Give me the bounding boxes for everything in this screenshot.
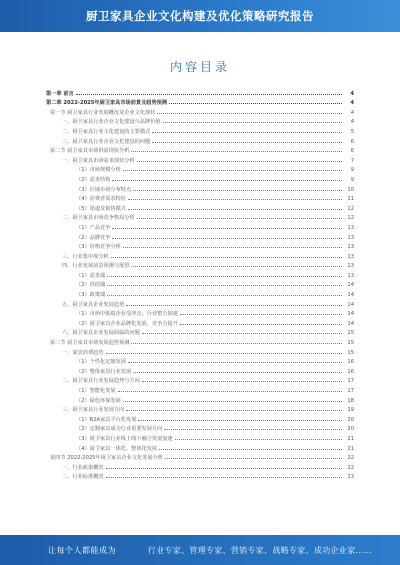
toc-entry-label: 二、厨卫家具行业发展趋势与方向 xyxy=(62,378,140,385)
toc-entry-label: 五、厨卫家具企业发展趋势 xyxy=(62,301,125,308)
toc-entry-label: （2）整体家居行业发展 xyxy=(76,368,132,375)
toc-leader-dots xyxy=(128,199,342,200)
toc-entry-page: 23 xyxy=(347,474,354,481)
toc-leader-dots xyxy=(76,94,342,95)
toc-leader-dots xyxy=(180,324,342,325)
toc-entry-page: 7 xyxy=(350,157,354,164)
toc-leader-dots xyxy=(152,132,342,133)
toc-entry-page: 5 xyxy=(350,128,354,135)
toc-entry-label: （2）供给端 xyxy=(76,282,106,289)
toc-entry-page: 13 xyxy=(347,263,354,270)
toc-leader-dots xyxy=(111,257,342,258)
toc-entry[interactable] xyxy=(46,452,354,462)
toc-entry-page: 15 xyxy=(347,330,354,337)
toc-entry-label: 三、厨卫家具行业企业文化建设的问题 xyxy=(62,138,151,145)
toc-entry-page: 10 xyxy=(347,186,354,193)
toc-entry-page: 13 xyxy=(347,244,354,251)
toc-entry[interactable] xyxy=(46,106,354,116)
toc-entry-page: 20 xyxy=(347,416,354,423)
toc-entry-page: 16 xyxy=(347,359,354,366)
toc-entry-page: 16 xyxy=(347,368,354,375)
toc-entry[interactable] xyxy=(46,413,354,423)
toc-entry-page: 4 xyxy=(350,100,354,107)
toc-entry[interactable] xyxy=(46,461,354,471)
toc-entry-label: （2）绿色环保发展 xyxy=(76,397,121,404)
toc-entry-label: （2）需求结构 xyxy=(76,176,111,183)
toc-entry-page: 6 xyxy=(350,138,354,145)
toc-entry-page: 6 xyxy=(350,148,354,155)
toc-entry-label: 四、行业发展前景预测与展望 xyxy=(62,263,130,270)
toc-entry[interactable] xyxy=(46,250,354,260)
toc-entry[interactable] xyxy=(46,212,354,222)
toc-entry[interactable] xyxy=(46,432,354,442)
toc-leader-dots xyxy=(118,391,342,392)
toc-entry-page: 13 xyxy=(347,224,354,231)
toc-entry[interactable] xyxy=(46,269,354,279)
toc-entry[interactable] xyxy=(46,125,354,135)
toc-entry[interactable] xyxy=(46,154,354,164)
toc-entry-label: （4）消费者需求特征 xyxy=(76,196,126,203)
toc-entry-page: 13 xyxy=(347,272,354,279)
table-of-contents xyxy=(46,87,354,480)
toc-entry-label: （1）智能化发展 xyxy=(76,388,116,394)
toc-entry-page: 9 xyxy=(350,176,354,183)
toc-leader-dots xyxy=(175,439,342,440)
toc-leader-dots xyxy=(133,372,342,373)
toc-entry-label: （3）价格竞争分析 xyxy=(76,244,121,251)
toc-leader-dots xyxy=(142,333,342,334)
toc-entry-page: 12 xyxy=(347,205,354,212)
toc-entry-page: 14 xyxy=(347,301,354,308)
toc-entry-label: 三、厨卫家具行业发展方向 xyxy=(62,407,125,414)
toc-entry-page: 14 xyxy=(347,320,354,327)
toc-entry[interactable] xyxy=(46,365,354,375)
toc-entry[interactable] xyxy=(46,471,354,481)
toc-entry-page: 4 xyxy=(350,109,354,116)
toc-entry-label: 第二章 2022-2025年厨卫家具市场前景及趋势预测 xyxy=(46,100,168,107)
toc-entry-page: 13 xyxy=(347,234,354,241)
toc-leader-dots xyxy=(157,113,342,114)
toc-entry[interactable] xyxy=(46,423,354,433)
toc-entry[interactable] xyxy=(46,346,354,356)
toc-leader-dots xyxy=(165,458,342,459)
toc-entry-label: （1）B2A家具平台化发展 xyxy=(76,416,137,423)
toc-entry-page: 17 xyxy=(347,378,354,385)
toc-entry[interactable] xyxy=(46,183,354,193)
toc-entry-label: （4）厨卫家具一体化、整体化发展 xyxy=(76,445,158,452)
toc-entry-label: 三、行业集中度分析 xyxy=(62,253,109,260)
toc-leader-dots xyxy=(123,401,342,402)
toc-entry[interactable] xyxy=(46,442,354,452)
toc-entry[interactable] xyxy=(46,336,354,346)
document-page xyxy=(0,32,400,535)
toc-entry-label: （2）品牌竞争 xyxy=(76,234,111,241)
toc-entry[interactable] xyxy=(46,298,354,308)
toc-entry-label: 第四节 2022-2025年厨卫家具企业文化发展分析 xyxy=(50,455,163,462)
toc-leader-dots xyxy=(107,295,342,296)
toc-entry[interactable] xyxy=(46,97,354,107)
toc-entry-label: 一、家居消费趋势 xyxy=(62,349,104,356)
toc-entry-label: （1）市场规模分析 xyxy=(76,167,121,174)
toc-entry-page: 20 xyxy=(347,426,354,433)
toc-leader-dots xyxy=(137,218,342,219)
toc-entry-page: 14 xyxy=(347,282,354,289)
toc-entry-page: 13 xyxy=(347,253,354,260)
toc-entry-label: 第三节 厨卫家具市场发展趋势预测 xyxy=(50,340,130,347)
toc-entry[interactable] xyxy=(46,87,354,97)
toc-entry[interactable] xyxy=(46,231,354,241)
toc-leader-dots xyxy=(128,362,342,363)
toc-entry[interactable] xyxy=(46,116,354,126)
toc-entry-page: 15 xyxy=(347,340,354,347)
toc-leader-dots xyxy=(128,209,342,210)
toc-entry[interactable] xyxy=(46,317,354,327)
toc-entry-page: 9 xyxy=(350,167,354,174)
toc-entry-label: （1）需求端 xyxy=(76,272,106,279)
toc-entry-page: 15 xyxy=(347,349,354,356)
footer-banner xyxy=(0,535,400,565)
toc-entry[interactable] xyxy=(46,394,354,404)
toc-entry-label: 第二节 厨卫家具市场供需现状分析 xyxy=(50,148,130,155)
toc-entry[interactable] xyxy=(46,404,354,414)
toc-entry[interactable] xyxy=(46,164,354,174)
toc-entry[interactable] xyxy=(46,221,354,231)
toc-entry[interactable] xyxy=(46,241,354,251)
toc-leader-dots xyxy=(106,468,342,469)
toc-leader-dots xyxy=(180,314,342,315)
toc-entry-page: 14 xyxy=(347,311,354,318)
toc-leader-dots xyxy=(133,190,342,191)
toc-entry-page: 19 xyxy=(347,407,354,414)
toc-entry[interactable] xyxy=(46,375,354,385)
toc-leader-dots xyxy=(131,151,342,152)
toc-entry-page: 18 xyxy=(347,397,354,404)
toc-leader-dots xyxy=(107,285,342,286)
toc-leader-dots xyxy=(126,305,342,306)
toc-entry[interactable] xyxy=(46,173,354,183)
toc-entry-label: 二、行业标准概况 xyxy=(62,474,104,481)
toc-leader-dots xyxy=(137,161,342,162)
toc-entry-label: 二、厨卫家具行业文化建设的主要模式 xyxy=(62,128,151,135)
toc-entry[interactable] xyxy=(46,327,354,337)
toc-entry[interactable] xyxy=(46,279,354,289)
toc-leader-dots xyxy=(152,142,342,143)
toc-entry-page: 22 xyxy=(347,464,354,471)
report-header-banner xyxy=(0,0,400,32)
toc-entry-page: 14 xyxy=(347,292,354,299)
toc-leader-dots xyxy=(106,477,342,478)
toc-entry[interactable] xyxy=(46,288,354,298)
toc-leader-dots xyxy=(142,381,342,382)
toc-entry-page: 4 xyxy=(350,90,354,97)
footer-slogan: 让每个人都能成为 xyxy=(48,545,116,555)
toc-entry[interactable] xyxy=(46,308,354,318)
toc-entry[interactable] xyxy=(46,145,354,155)
toc-entry-page: 12 xyxy=(347,215,354,222)
toc-entry-page: 22 xyxy=(347,455,354,462)
toc-entry[interactable] xyxy=(46,202,354,212)
toc-entry-label: （1）个性化定制发展 xyxy=(76,359,126,366)
toc-entry-page: 4 xyxy=(350,119,354,126)
toc-leader-dots xyxy=(159,449,342,450)
footer-tagline: 行业专家、管理专家、营销专家、战略专家、成功企业家…… xyxy=(147,545,372,555)
toc-leader-dots xyxy=(106,353,342,354)
toc-entry[interactable] xyxy=(46,260,354,270)
toc-leader-dots xyxy=(112,228,342,229)
toc-entry[interactable] xyxy=(46,384,354,394)
toc-entry-label: 一、厨卫家具行业企业文化建设与品牌价值 xyxy=(62,119,161,126)
toc-leader-dots xyxy=(138,420,342,421)
toc-entry-label: （3）政策端 xyxy=(76,292,106,299)
toc-leader-dots xyxy=(126,410,342,411)
toc-entry-page: 17 xyxy=(347,388,354,394)
toc-entry-label: （5）渠道及销售模式 xyxy=(76,205,126,212)
toc-leader-dots xyxy=(112,238,342,239)
toc-leader-dots xyxy=(163,122,342,123)
toc-entry-label: 一、厨卫家具市场需求现状分析 xyxy=(62,157,135,164)
toc-entry-label: 第一节 厨卫家具行业发展概况及企业文化现状 xyxy=(50,109,156,116)
toc-entry-page: 11 xyxy=(347,196,354,203)
toc-leader-dots xyxy=(131,266,342,267)
toc-entry[interactable] xyxy=(46,356,354,366)
toc-entry[interactable] xyxy=(46,135,354,145)
report-title: 厨卫家具企业文化构建及优化策略研究报告 xyxy=(86,9,314,23)
toc-entry-label: 一、行业政策概况 xyxy=(62,464,104,471)
toc-entry-label: （1）产品竞争 xyxy=(76,224,111,231)
toc-leader-dots xyxy=(123,247,342,248)
toc-entry-label: （1）市场中低端企业受冲击，行业整合加速 xyxy=(76,311,178,318)
toc-title: 内容目录 xyxy=(169,60,230,74)
toc-leader-dots xyxy=(107,276,342,277)
toc-entry[interactable] xyxy=(46,193,354,203)
toc-leader-dots xyxy=(169,103,342,104)
toc-entry-label: 二、厨卫家具市场竞争格局分析 xyxy=(62,215,135,222)
toc-entry-page: 21 xyxy=(347,435,354,442)
toc-entry-label: 第一章 前言 xyxy=(46,90,74,97)
toc-leader-dots xyxy=(123,170,342,171)
toc-leader-dots xyxy=(164,429,342,430)
toc-entry-label: （2）定制家具成为行业重要发展方向 xyxy=(76,426,163,433)
toc-entry-label: （2）厨卫家具企业品牌化发展，竞争力提升 xyxy=(76,320,178,327)
toc-entry-label: 六、厨卫家具企业发展面临的问题 xyxy=(62,330,140,337)
toc-leader-dots xyxy=(131,343,342,344)
toc-entry-label: （3）区域市场分布特点 xyxy=(76,186,132,193)
toc-entry-label: （3）厨卫家具行业线上线下融合发展加速 xyxy=(76,435,173,442)
toc-entry-page: 21 xyxy=(347,445,354,452)
toc-leader-dots xyxy=(112,180,342,181)
